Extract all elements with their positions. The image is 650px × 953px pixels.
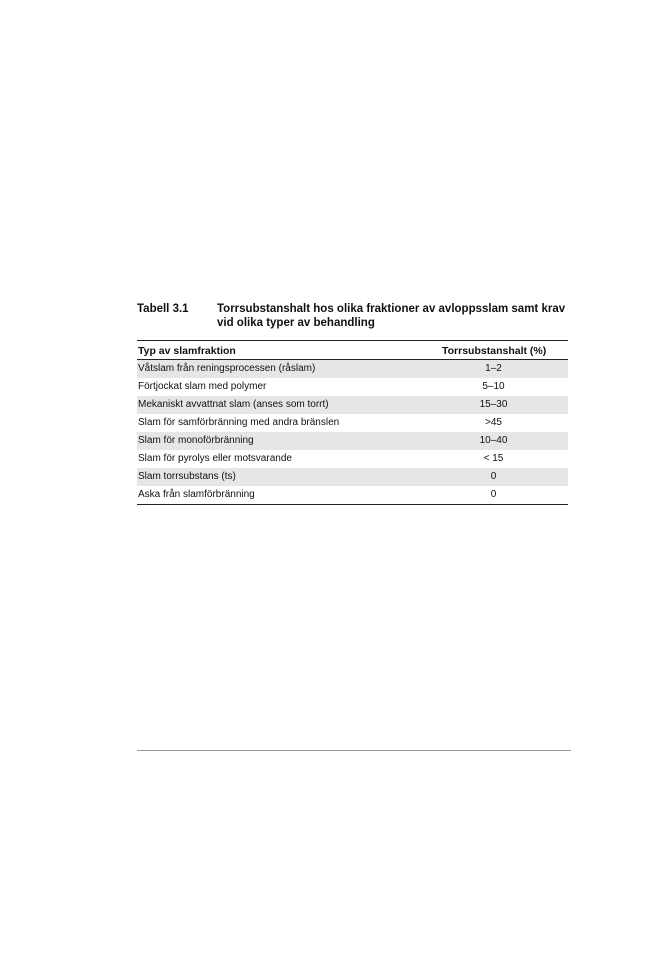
cell-type: Slam för pyrolys eller motsvarande <box>138 453 292 464</box>
cell-value: 5–10 <box>482 381 505 392</box>
table-row <box>137 360 568 378</box>
table-row <box>137 432 568 450</box>
table-row <box>137 450 568 468</box>
cell-type: Våtslam från reningsprocessen (råslam) <box>138 363 316 374</box>
page-footer-rule <box>137 750 571 751</box>
table-number: Tabell 3.1 <box>137 303 189 315</box>
cell-value: < 15 <box>483 453 504 464</box>
table-row <box>137 468 568 486</box>
cell-type: Aska från slamförbränning <box>138 489 255 500</box>
cell-value: >45 <box>485 417 502 428</box>
table-title: Torrsubstanshalt hos olika fraktioner av avloppsslam samt krav vid olika typer av behandling <box>217 303 566 329</box>
table-row <box>137 378 568 396</box>
cell-value: 10–40 <box>479 435 508 446</box>
data-table <box>137 340 568 505</box>
cell-type: Slam för samförbränning med andra bränslen <box>138 417 340 428</box>
cell-type: Mekaniskt avvattnat slam (anses som torrt) <box>138 399 329 410</box>
header-ts: Torrsubstanshalt (%) <box>442 345 547 357</box>
table-row <box>137 414 568 432</box>
cell-value: 15–30 <box>479 399 508 410</box>
cell-type: Slam för monoförbränning <box>138 435 254 446</box>
table-row <box>137 486 568 504</box>
cell-type: Förtjockat slam med polymer <box>138 381 267 392</box>
header-type: Typ av slamfraktion <box>138 345 236 357</box>
table-bottom-rule <box>137 504 568 505</box>
cell-value: 0 <box>490 489 497 500</box>
table-row <box>137 396 568 414</box>
cell-value: 0 <box>490 471 497 482</box>
cell-type: Slam torrsubstans (ts) <box>138 471 236 482</box>
table-header-row <box>137 341 568 359</box>
cell-value: 1–2 <box>485 363 502 374</box>
